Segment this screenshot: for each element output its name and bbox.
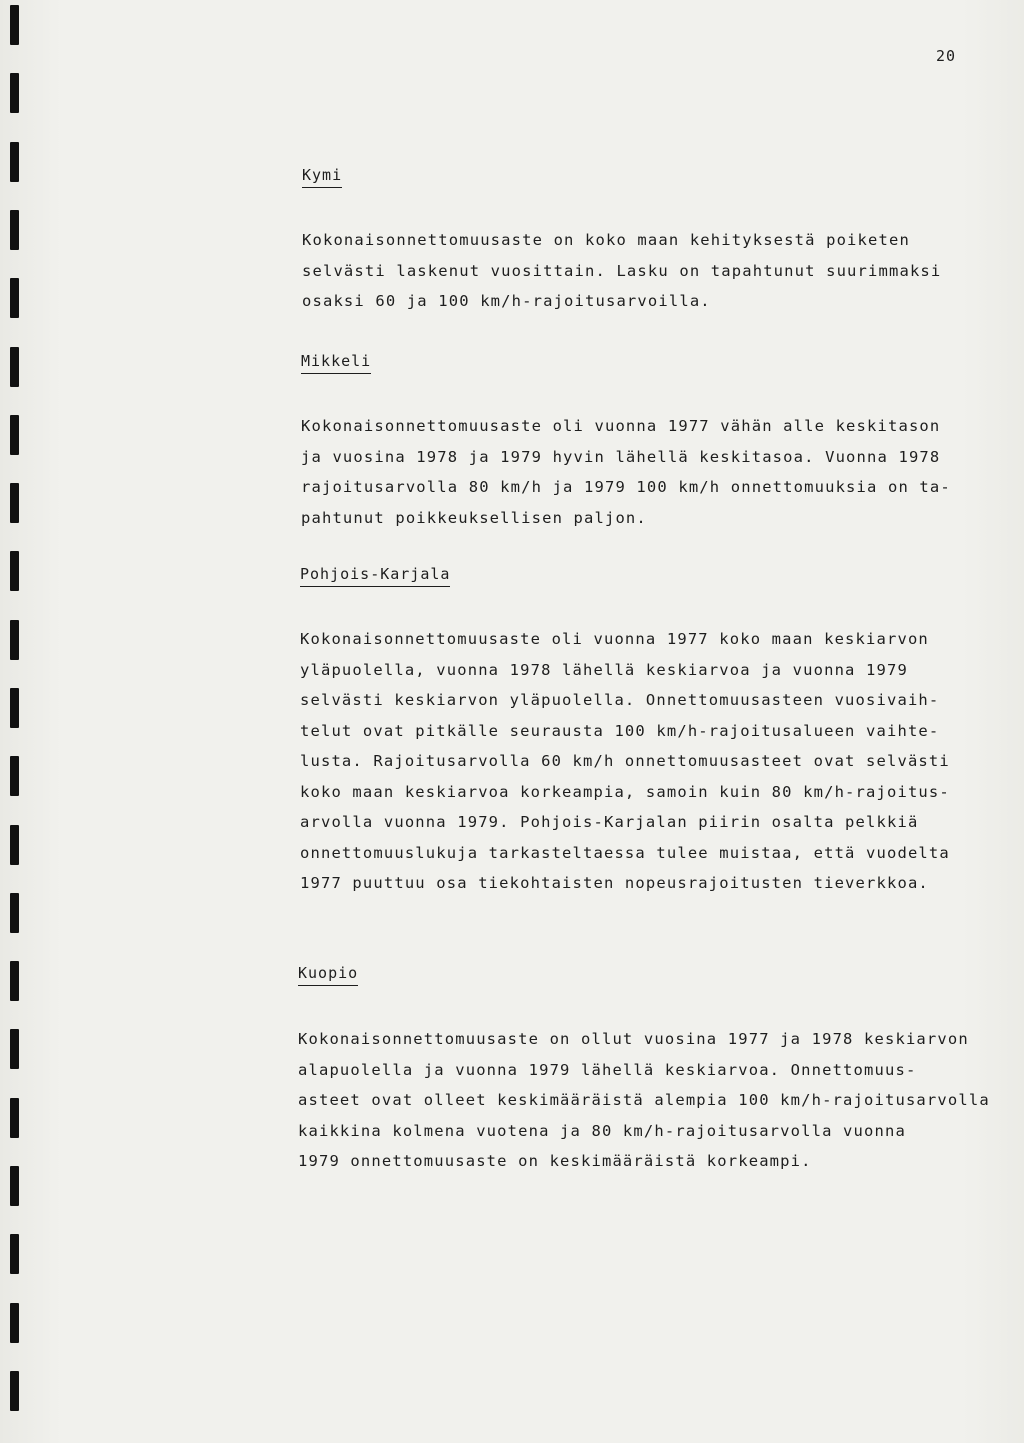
binding-hole xyxy=(10,1371,19,1411)
text-line: lusta. Rajoitusarvolla 60 km/h onnettomuusasteet ovat selvästi xyxy=(300,752,950,770)
binding-hole xyxy=(10,210,19,250)
binding-hole xyxy=(10,756,19,796)
section-body-mikkeli xyxy=(301,411,1001,533)
text-line: kaikkina kolmena vuotena ja 80 km/h-rajoitusarvolla vuonna xyxy=(298,1121,906,1140)
text-line: telut ovat pitkälle seurausta 100 km/h-rajoitusalueen vaihte- xyxy=(300,721,940,740)
section-heading-mikkeli: Mikkeli xyxy=(301,351,371,374)
binding-hole xyxy=(10,688,19,728)
binding-hole xyxy=(10,1234,19,1274)
binding-hole xyxy=(10,483,19,523)
text-line: Kokonaisonnettomuusaste on koko maan kehityksestä poiketen xyxy=(302,231,910,249)
page-number: 20 xyxy=(936,47,957,65)
binding-hole xyxy=(10,142,19,182)
text-line: arvolla vuonna 1979. Pohjois-Karjalan piirin osalta pelkkiä xyxy=(300,813,919,831)
binding-hole xyxy=(10,1166,19,1206)
section-body-kymi xyxy=(302,225,1002,317)
binding-hole xyxy=(10,1303,19,1343)
text-line: koko maan keskiarvoa korkeampia, samoin kuin 80 km/h-rajoitus- xyxy=(300,782,950,801)
binding-hole xyxy=(10,551,19,591)
binding-hole xyxy=(10,73,19,113)
binding-hole xyxy=(10,1098,19,1138)
binding-holes xyxy=(10,0,22,1443)
text-line: 1977 puuttuu osa tiekohtaisten nopeusrajoitusten tieverkkoa. xyxy=(300,874,929,892)
section-heading-kuopio: Kuopio xyxy=(298,963,358,986)
section-body-pohjois-karjala xyxy=(300,624,1000,899)
text-line: yläpuolella, vuonna 1978 lähellä keskiarvoa ja vuonna 1979 xyxy=(300,660,908,679)
text-line: 1979 onnettomuusaste on keskimääräistä korkeampi. xyxy=(298,1152,812,1170)
binding-hole xyxy=(10,415,19,455)
text-line: selvästi keskiarvon yläpuolella. Onnettomuusasteen vuosivaih- xyxy=(300,691,940,709)
section-heading-kymi: Kymi xyxy=(302,165,342,188)
binding-hole xyxy=(10,620,19,660)
binding-hole xyxy=(10,961,19,1001)
binding-hole xyxy=(10,893,19,933)
binding-hole xyxy=(10,5,19,45)
text-line: pahtunut poikkeuksellisen paljon. xyxy=(301,508,647,527)
binding-hole xyxy=(10,825,19,865)
binding-hole xyxy=(10,278,19,318)
text-line: asteet ovat olleet keskimääräistä alempia 100 km/h-rajoitusarvolla xyxy=(298,1091,990,1109)
text-line: onnettomuuslukuja tarkasteltaessa tulee muistaa, että vuodelta xyxy=(300,843,950,862)
text-line: alapuolella ja vuonna 1979 lähellä keskiarvoa. Onnettomuus- xyxy=(298,1060,917,1079)
text-line: Kokonaisonnettomuusaste oli vuonna 1977 koko maan keskiarvon xyxy=(300,630,929,648)
binding-hole xyxy=(10,347,19,387)
section-heading-pohjois-karjala: Pohjois-Karjala xyxy=(300,564,450,587)
section-body-kuopio xyxy=(298,1024,998,1177)
text-line: osaksi 60 ja 100 km/h-rajoitusarvoilla. xyxy=(302,292,711,310)
text-line: rajoitusarvolla 80 km/h ja 1979 100 km/h onnettomuuksia on ta- xyxy=(301,478,951,496)
binding-hole xyxy=(10,1029,19,1069)
text-line: Kokonaisonnettomuusaste on ollut vuosina 1977 ja 1978 keskiarvon xyxy=(298,1030,969,1048)
text-line: Kokonaisonnettomuusaste oli vuonna 1977 vähän alle keskitason xyxy=(301,417,941,435)
text-line: selvästi laskenut vuosittain. Lasku on tapahtunut suurimmaksi xyxy=(302,261,942,280)
text-line: ja vuosina 1978 ja 1979 hyvin lähellä keskitasoa. Vuonna 1978 xyxy=(301,447,941,466)
